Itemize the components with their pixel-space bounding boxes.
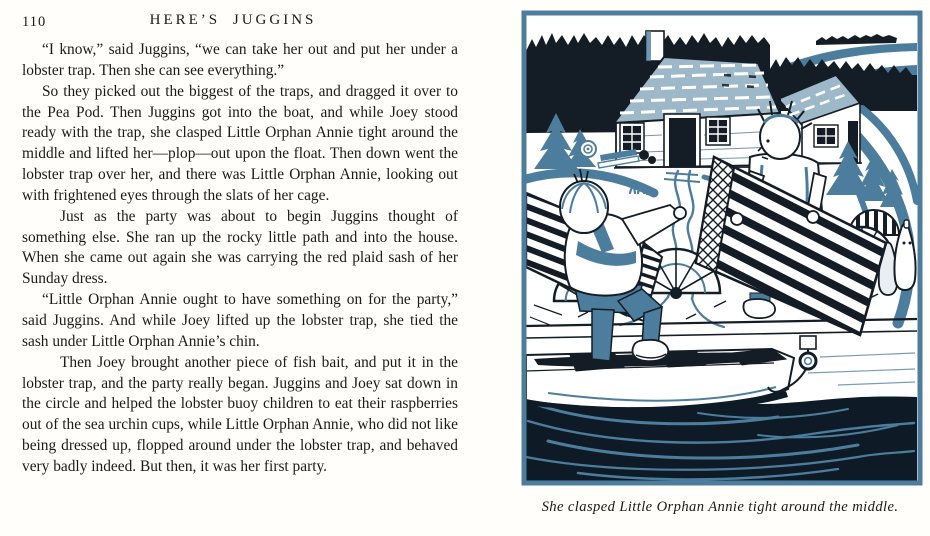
page-number: 110 bbox=[22, 14, 47, 30]
paragraph-5: Then Joey brought another piece of fish bait, and put it in the lobster trap, and the party really began. Juggins and Joey sat down in the circle and helped the lobster buoy children to eat their raspberries out of the sea urchin cups, while Little Orphan Annie, who did not like being dressed up, flopped around under the lobster trap, and behaved very badly indeed. But then, it was her first party. bbox=[22, 353, 458, 475]
illustration-figure bbox=[518, 5, 925, 490]
illustration-caption: She clasped Little Orphan Annie tight around the middle. bbox=[541, 499, 899, 515]
paragraph-3: Just as the party was about to begin Juggins thought of something else. She ran up the rocky little path and into the house. When she came out again she was carrying the red plaid sash of her Sunday dress. bbox=[22, 207, 458, 288]
paragraph-1: “I know,” said Juggins, “we can take her out and put her under a lobster trap. Then she can see everything.” bbox=[22, 41, 458, 79]
body-text bbox=[22, 40, 458, 478]
window bbox=[620, 123, 644, 153]
paragraph-2: So they picked out the biggest of the traps, and dragged it over to the Pea Pod. Then Juggins got into the boat, and while Joey stood ready with the trap, she clasped Little Orphan Annie tight around the middle and lifted her—plop—out upon the float. Then down went the lobster trap over her, and there was Little Orphan Annie, looking out with frightened eyes through the slats of her cage. bbox=[22, 82, 458, 204]
gripping-hand bbox=[807, 211, 819, 223]
sneaker bbox=[744, 299, 776, 318]
page-header bbox=[22, 10, 458, 36]
chimney bbox=[646, 31, 664, 61]
juggins-illustration bbox=[518, 5, 925, 490]
running-header: HERE’S JUGGINS bbox=[149, 12, 317, 28]
door bbox=[664, 114, 700, 167]
head bbox=[560, 181, 608, 233]
paragraph-4: “Little Orphan Annie ought to have something on for the party,” said Juggins. And while Joey lifted up the lobster trap, she tied the sash under Little Orphan Annie’s chin. bbox=[22, 291, 458, 350]
window bbox=[706, 117, 730, 145]
gripping-hand bbox=[731, 213, 743, 225]
left-text-page bbox=[22, 10, 458, 478]
